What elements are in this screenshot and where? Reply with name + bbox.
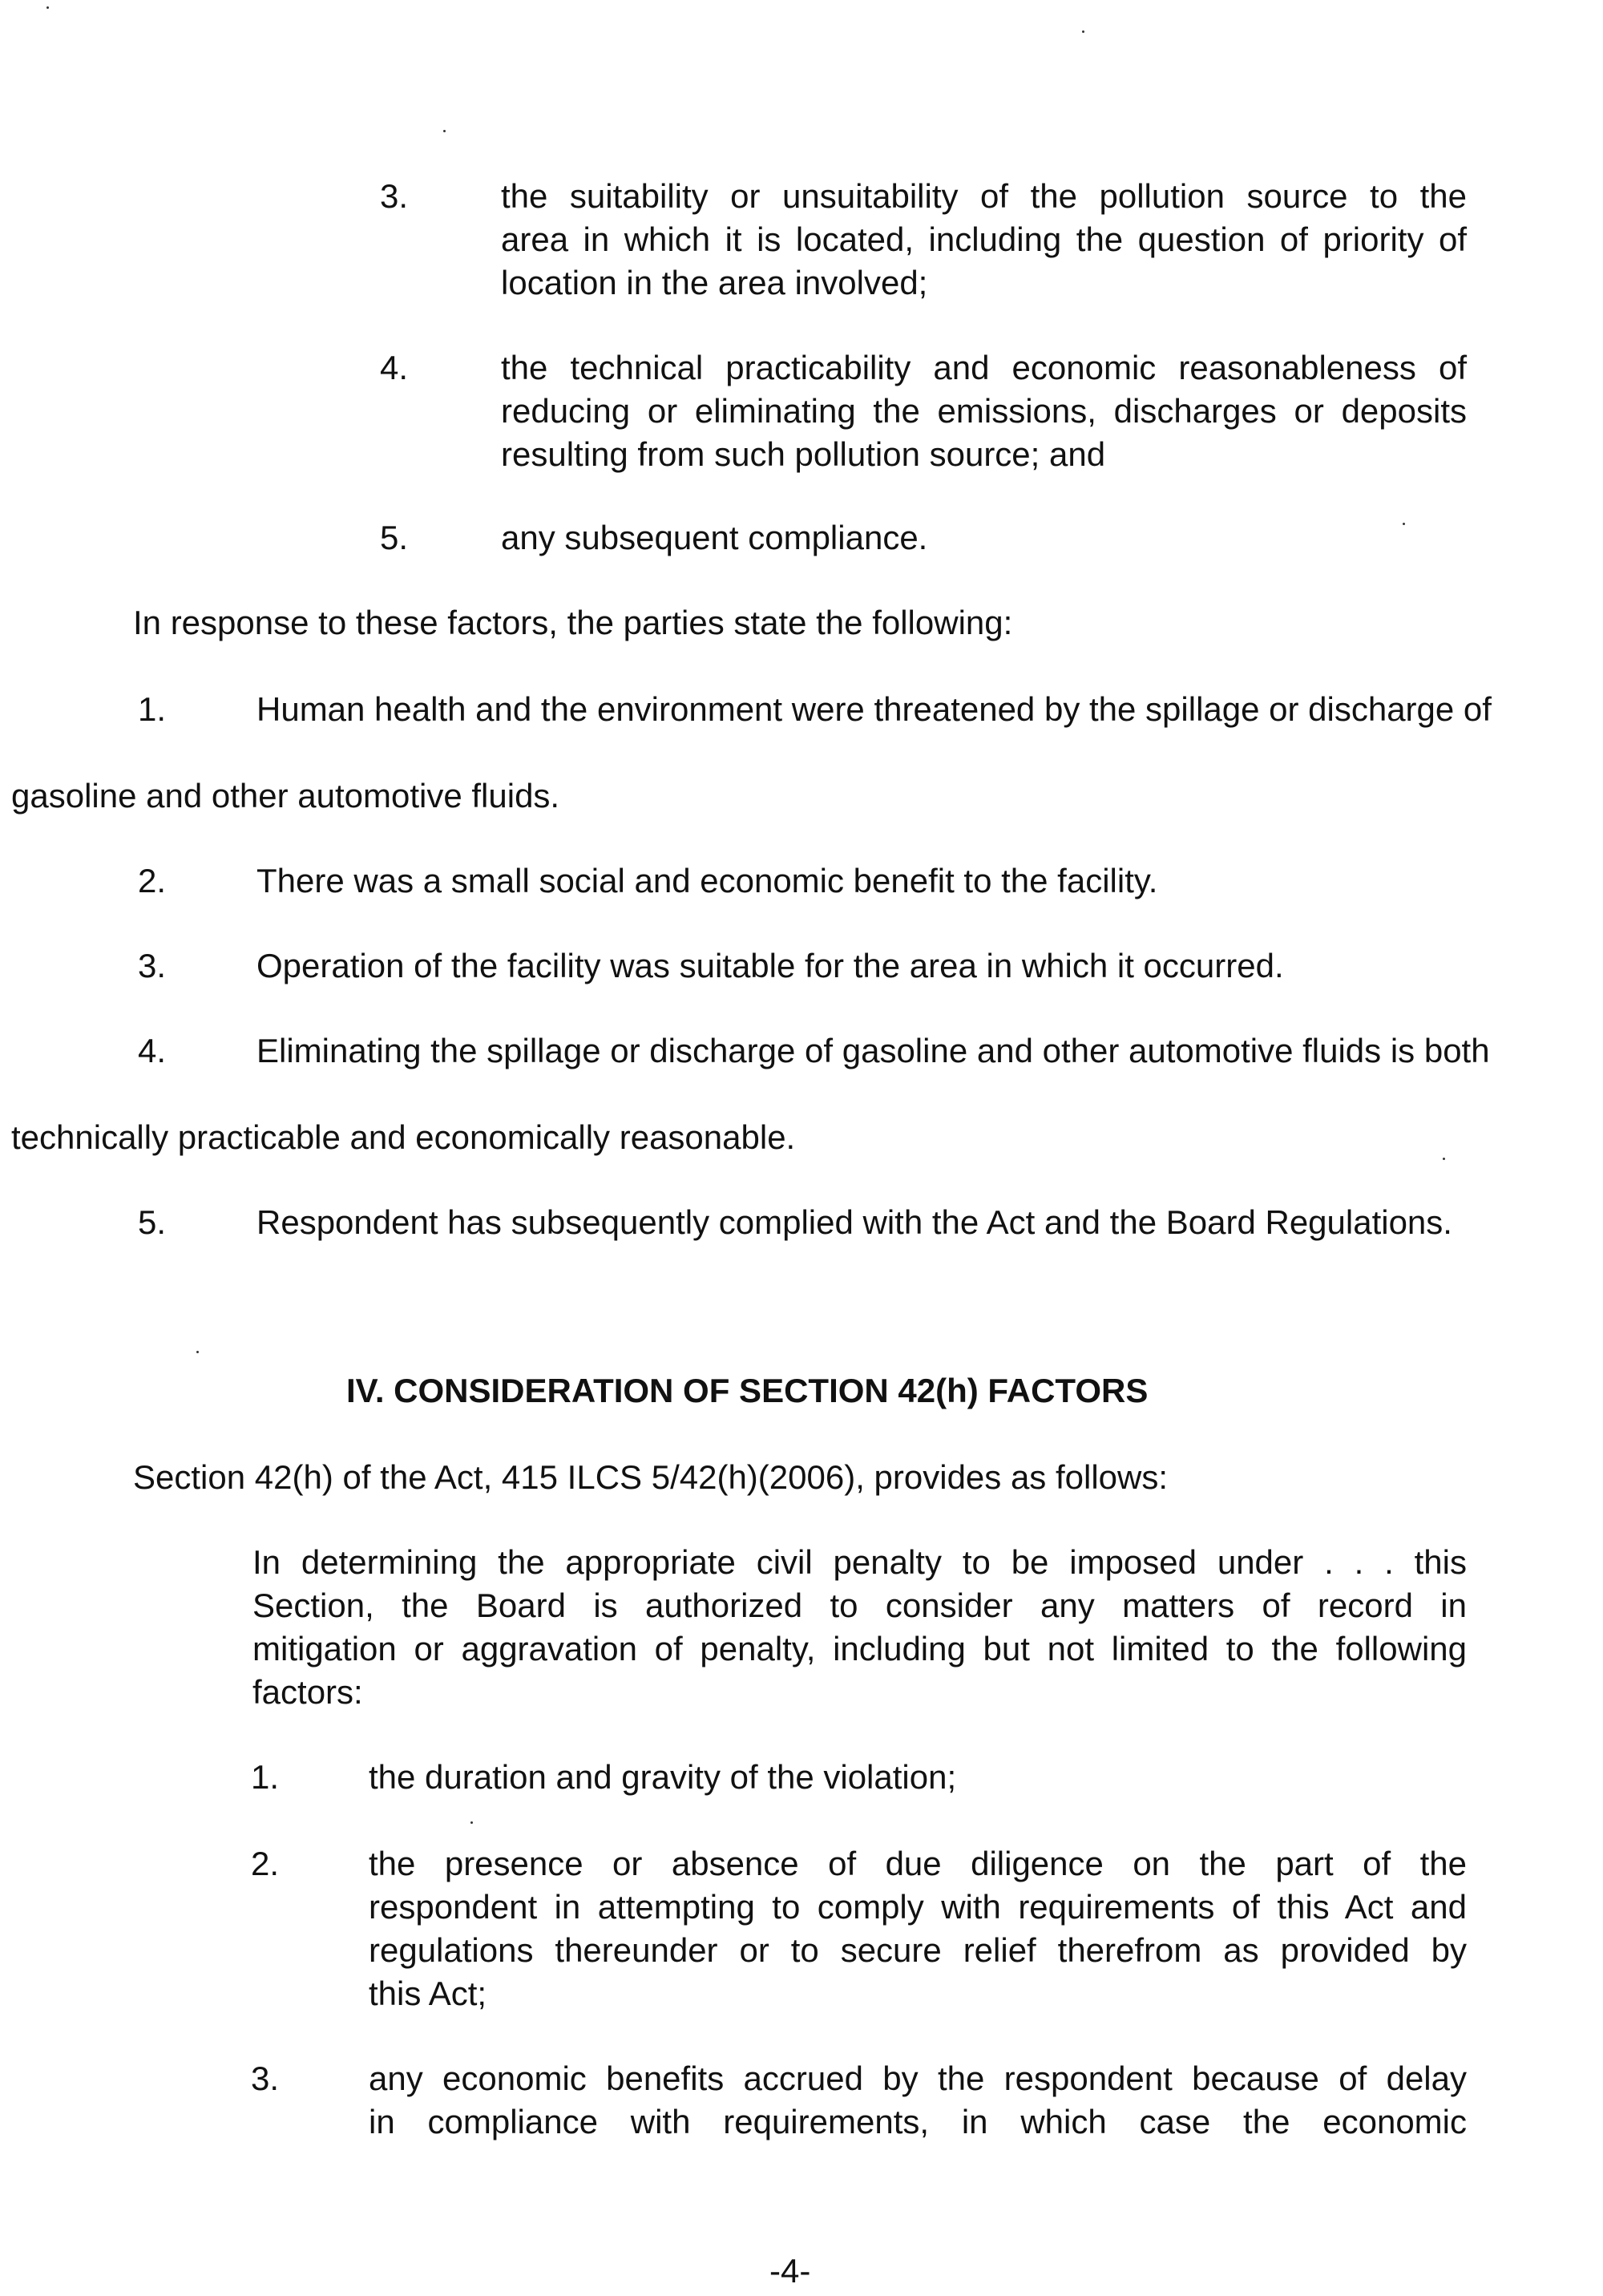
factor-number: 3.	[251, 2060, 280, 2097]
scan-speck	[1443, 1158, 1445, 1160]
response-text: Eliminating the spillage or discharge of gasoline and other automotive fluids is both	[256, 1032, 1490, 1069]
scan-speck	[46, 6, 49, 9]
response-text-continued: gasoline and other automotive fluids.	[11, 777, 560, 815]
list-number: 4.	[380, 349, 409, 386]
response-text: Operation of the facility was suitable for the area in which it occurred.	[256, 947, 1284, 984]
section-intro: Section 42(h) of the Act, 415 ILCS 5/42(h)(2006), provides as follows:	[133, 1458, 1169, 1496]
factor-number: 2.	[251, 1845, 280, 1882]
response-number: 4.	[138, 1032, 167, 1069]
list-number: 5.	[380, 519, 409, 556]
scan-speck	[1403, 523, 1405, 525]
factor-number: 1.	[251, 1758, 280, 1796]
scan-speck	[470, 1821, 473, 1824]
scan-speck	[1082, 30, 1084, 33]
factor-text: any economic benefits accrued by the respondent because of delay in compliance with requirements, in which case the economic	[369, 2060, 1467, 2140]
response-text: Human health and the environment were threatened by the spillage or discharge of	[256, 690, 1492, 728]
response-number: 3.	[138, 947, 167, 984]
response-number: 2.	[138, 862, 167, 899]
page-number: -4-	[769, 2252, 811, 2290]
scan-speck	[443, 130, 446, 132]
response-number: 5.	[138, 1203, 167, 1241]
response-text: There was a small social and economic benefit to the facility.	[256, 862, 1158, 899]
list-item-text: the technical practicability and economic reasonableness of reducing or eliminating the emissions, discharges or deposits resulting from such pollution source; and	[501, 349, 1467, 473]
response-text: Respondent has subsequently complied with the Act and the Board Regulations.	[256, 1203, 1452, 1241]
response-number: 1.	[138, 690, 167, 728]
response-intro: In response to these factors, the parties state the following:	[133, 604, 1013, 641]
factor-text: the duration and gravity of the violation;	[369, 1758, 957, 1796]
list-number: 3.	[380, 177, 409, 215]
response-text-continued: technically practicable and economically reasonable.	[11, 1118, 796, 1156]
block-quote: In determining the appropriate civil penalty to be imposed under . . . this Section, the Board is authorized to consider any matters of record in mitigation or aggravation of penalty, including but not limited to the following factors:	[252, 1543, 1467, 1711]
scan-speck	[196, 1351, 199, 1353]
section-heading: IV. CONSIDERATION OF SECTION 42(h) FACTORS	[346, 1372, 1149, 1409]
factor-text: the presence or absence of due diligence on the part of the respondent in attempting to comply with requirements of this Act and regulations thereunder or to secure relief therefrom as provided by this Act;	[369, 1845, 1467, 2012]
list-item-text: the suitability or unsuitability of the pollution source to the area in which it is located, including the question of priority of location in the area involved;	[501, 177, 1467, 301]
list-item-text: any subsequent compliance.	[501, 519, 928, 556]
